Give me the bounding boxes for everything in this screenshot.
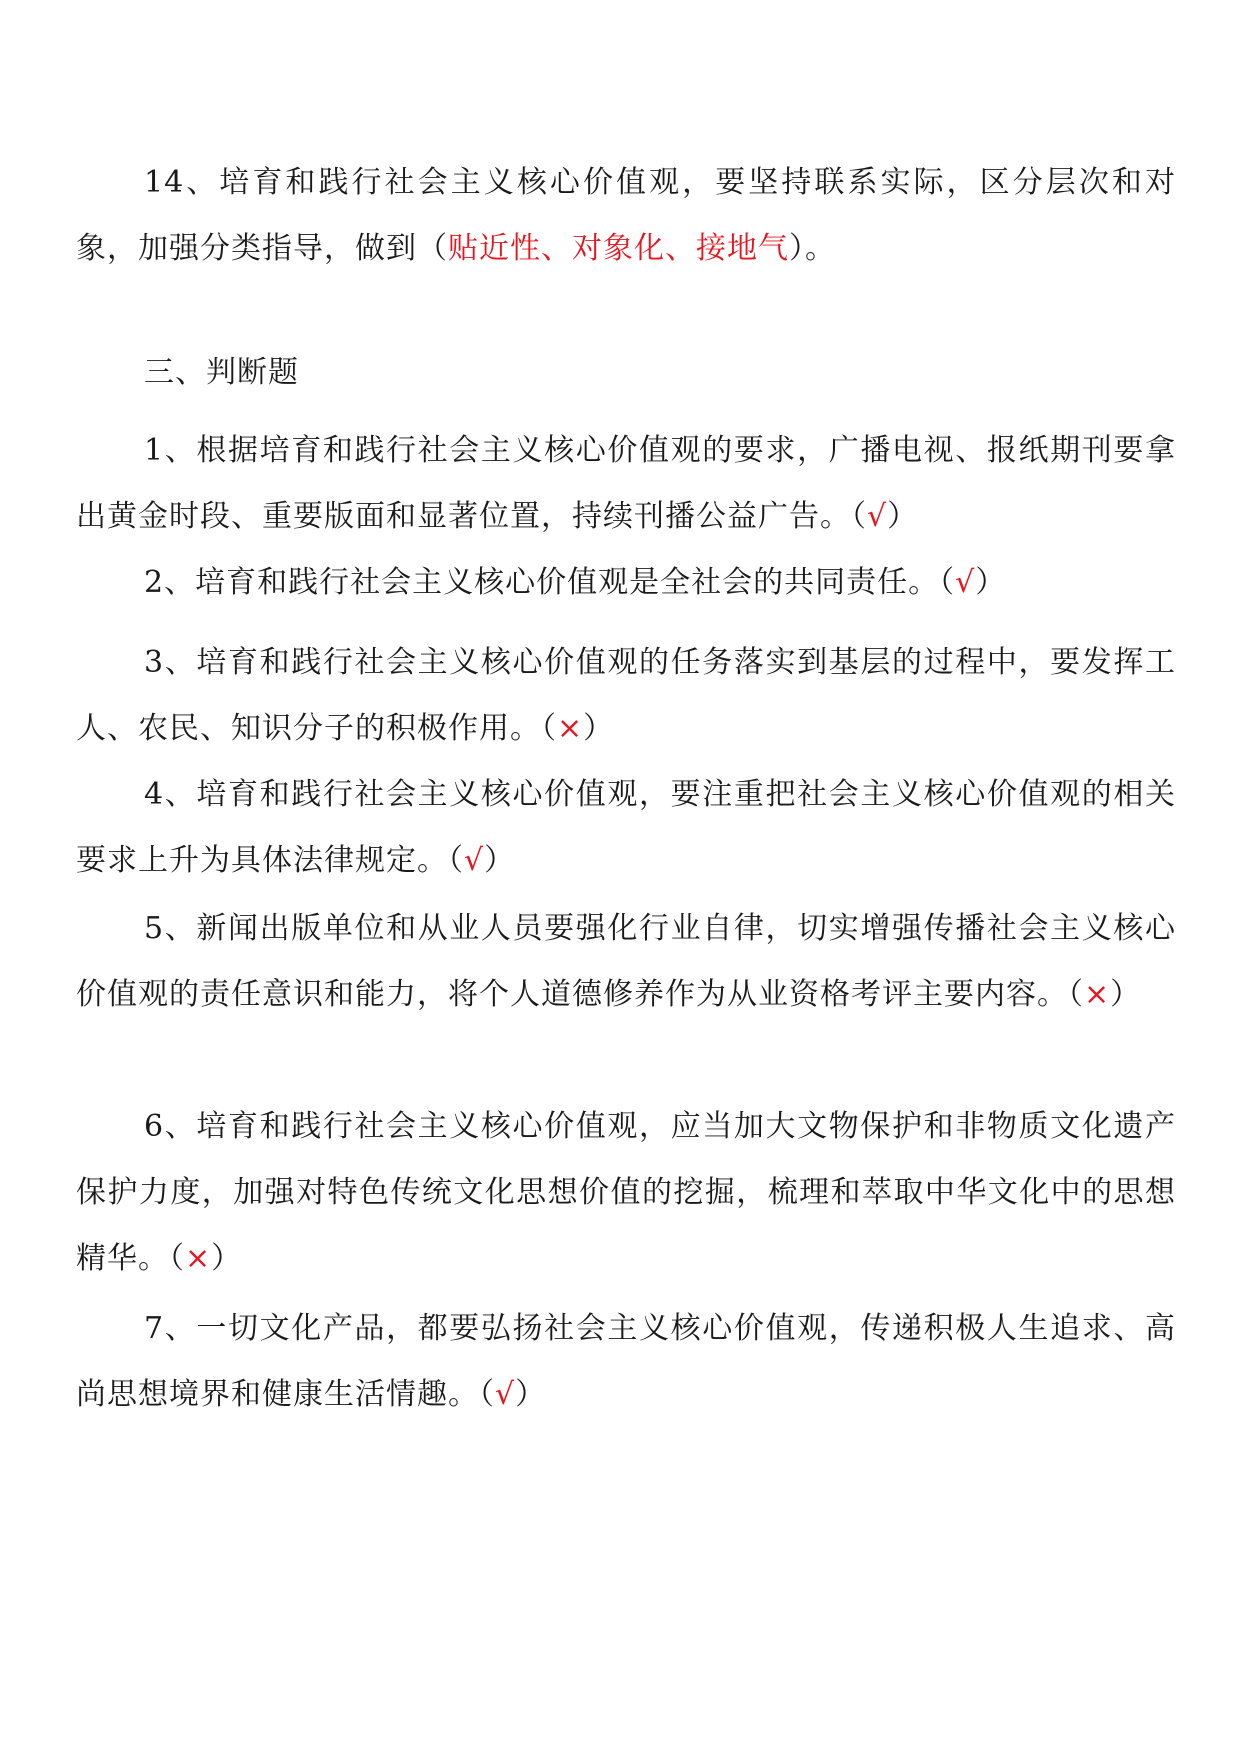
judgment-item-5 [76,896,1176,1028]
judgment-item-7 [76,1296,1176,1428]
judgment-text: 7、一切文化产品，都要弘扬社会主义核心价值观，传递积极人生追求、高尚思想境界和健康生活情趣。（ [76,1311,1176,1412]
judgment-item-6 [76,1094,1176,1292]
check-mark: √ [464,843,485,878]
judgment-close: ） [515,1377,547,1412]
check-mark: √ [955,565,976,600]
judgment-text: 4、培育和践行社会主义核心价值观，要注重把社会主义核心价值观的相关要求上升为具体法律规定。（ [76,777,1176,878]
judgment-text: 6、培育和践行社会主义核心价值观，应当加大文物保护和非物质文化遗产保护力度，加强对特色传统文化思想价值的挖掘，梳理和萃取中华文化中的思想精华。（ [76,1109,1176,1276]
question-14-text: 14、培育和践行社会主义核心价值观，要坚持联系实际，区分层次和对象，加强分类指导，做到（ [76,165,1176,266]
judgment-close: ） [1110,977,1142,1012]
check-mark: √ [867,499,888,534]
cross-mark: × [185,1241,212,1276]
question-14-answer: 贴近性、对象化、接地气 [448,231,789,266]
judgment-text: 5、新闻出版单位和从业人员要强化行业自律，切实增强传播社会主义核心价值观的责任意识和能力，将个人道德修养作为从业资格考评主要内容。（ [76,911,1176,1012]
judgment-item-4 [76,762,1176,894]
question-14 [76,150,1176,282]
judgment-item-3 [76,630,1176,762]
judgment-item-2 [76,550,1176,616]
judgment-text: 1、根据培育和践行社会主义核心价值观的要求，广播电视、报纸期刊要拿出黄金时段、重要版面和显著位置，持续刊播公益广告。（ [76,433,1176,534]
judgment-close: ） [887,499,919,534]
judgment-close: ） [583,711,615,746]
cross-mark: × [557,711,584,746]
cross-mark: × [1084,977,1111,1012]
judgment-close: ） [975,565,1007,600]
judgment-item-1 [76,418,1176,550]
judgment-text: 2、培育和践行社会主义核心价值观是全社会的共同责任。（ [144,565,956,600]
question-14-close: ）。 [789,231,836,266]
check-mark: √ [495,1377,516,1412]
section-title: 三、判断题 [144,355,299,390]
judgment-close: ） [484,843,516,878]
judgment-text: 3、培育和践行社会主义核心价值观的任务落实到基层的过程中，要发挥工人、农民、知识分子的积极作用。（ [76,645,1176,746]
judgment-close: ） [211,1241,243,1276]
